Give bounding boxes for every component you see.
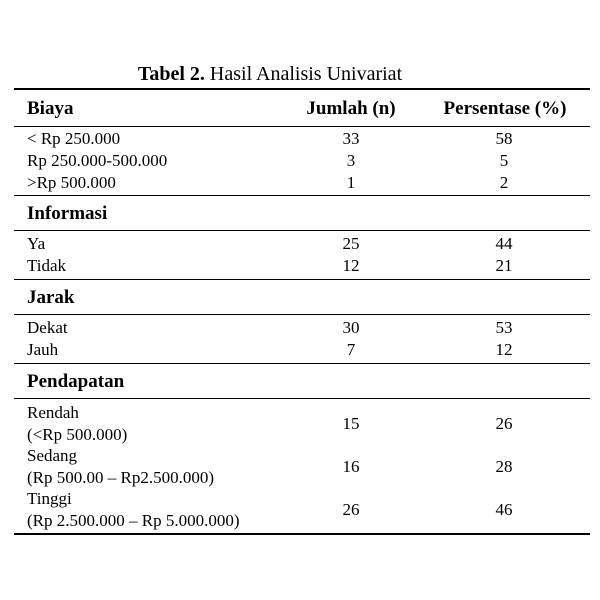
row-count: 1 — [346, 173, 356, 192]
section-rule — [14, 230, 590, 231]
row-count: 30 — [342, 318, 360, 337]
row-percent: 5 — [499, 151, 509, 170]
row-label: Tinggi — [27, 489, 72, 508]
table-caption — [0, 62, 540, 86]
table-top-rule — [14, 88, 590, 90]
row-count: 12 — [342, 256, 360, 275]
table-caption-label: Tabel 2. — [137, 63, 205, 85]
row-label: < Rp 250.000 — [27, 129, 121, 148]
row-count: 25 — [342, 234, 360, 253]
section-title-jarak: Jarak — [27, 287, 75, 308]
row-sublabel: (Rp 2.500.000 – Rp 5.000.000) — [27, 511, 240, 530]
row-sublabel: (<Rp 500.000) — [27, 425, 128, 444]
row-percent: 21 — [495, 256, 513, 275]
row-label: Jauh — [27, 340, 59, 359]
row-sublabel: (Rp 500.00 – Rp2.500.000) — [27, 468, 214, 487]
header-rule — [14, 126, 590, 127]
row-label: Ya — [27, 234, 46, 253]
header-col-count: Jumlah (n) — [306, 98, 396, 119]
section-rule — [14, 363, 590, 364]
row-label: Dekat — [27, 318, 68, 337]
row-count: 26 — [342, 500, 360, 519]
header-col-percent: Persentase (%) — [443, 98, 567, 119]
section-rule — [14, 398, 590, 399]
section-rule — [14, 279, 590, 280]
header-col-category: Biaya — [27, 98, 74, 119]
section-title-pendapatan: Pendapatan — [27, 371, 125, 392]
row-count: 33 — [342, 129, 360, 148]
row-label: Rendah — [27, 403, 79, 422]
row-label: >Rp 500.000 — [27, 173, 116, 192]
table-caption-text: Hasil Analisis Univariat — [209, 63, 403, 85]
row-percent: 2 — [499, 173, 509, 192]
row-label: Rp 250.000-500.000 — [27, 151, 168, 170]
row-label: Sedang — [27, 446, 78, 465]
section-rule — [14, 195, 590, 196]
row-percent: 12 — [495, 340, 513, 359]
row-count: 7 — [346, 340, 356, 359]
row-percent: 26 — [495, 414, 513, 433]
row-count: 16 — [342, 457, 360, 476]
row-percent: 44 — [495, 234, 513, 253]
table-bottom-rule — [14, 533, 590, 535]
section-title-informasi: Informasi — [27, 203, 108, 224]
section-rule — [14, 314, 590, 315]
row-percent: 46 — [495, 500, 513, 519]
row-percent: 58 — [495, 129, 513, 148]
row-label: Tidak — [27, 256, 67, 275]
row-percent: 53 — [495, 318, 513, 337]
row-count: 3 — [346, 151, 356, 170]
row-count: 15 — [342, 414, 360, 433]
row-percent: 28 — [495, 457, 513, 476]
